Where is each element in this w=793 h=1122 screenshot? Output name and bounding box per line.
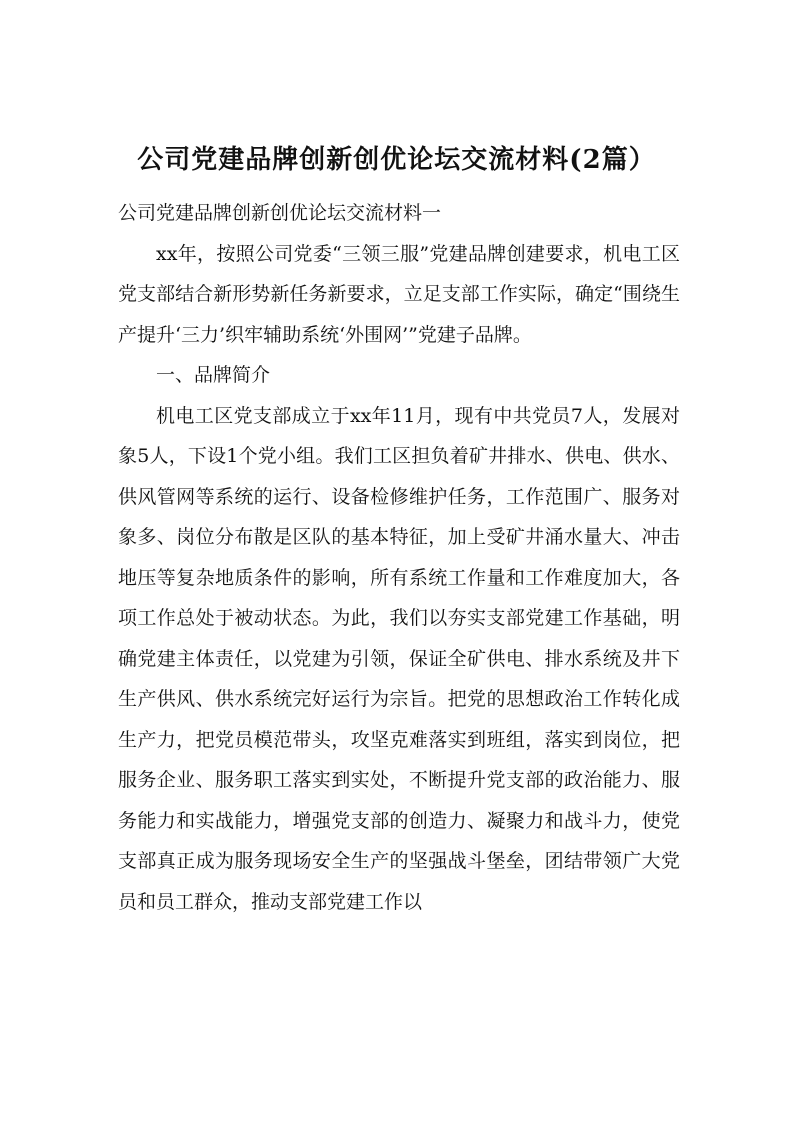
section-heading-brand-intro: 一、品牌简介 bbox=[156, 364, 271, 386]
paragraph-brand-description: 机电工区党支部成立于xx年11月，现有中共党员7人，发展对象5人，下设1个党小组。我们工区担负着矿井排水、供电、供水、供风管网等系统的运行、设备检修维护任务，工作范围广、服务对象多、岗位分布散是区队的基本特征，加上受矿井涌水量大、冲击地压等复杂地质条件的影响，所有系统工作量和工作难度加大，各项工作总处于被动状态。为此，我们以夯实支部党建工作基础，明确党建主体责任，以党建为引领，保证全矿供电、排水系统及井下生产供风、供水系统完好运行为宗旨。把党的思想政治工作转化成生产力，把党员模范带头，攻坚克难落实到班组，落实到岗位，把服务企业、服务职工落实到实处，不断提升党支部的政治能力、服务能力和实战能力，增强党支部的创造力、凝聚力和战斗力，使党支部真正成为服务现场安全生产的坚强战斗堡垒，团结带领广大党员和员工群众，推动支部党建工作以 bbox=[118, 404, 680, 913]
document-subtitle: 公司党建品牌创新创优论坛交流材料一 bbox=[118, 202, 442, 224]
paragraph-intro: xx年，按照公司党委“三领三服”党建品牌创建要求，机电工区党支部结合新形势新任务新要求，立足支部工作实际，确定“围绕生产提升‘三力’织牢辅助系统‘外围网’”党建子品牌。 bbox=[118, 242, 680, 346]
document-title: 公司党建品牌创新创优论坛交流材料(2篇） bbox=[137, 145, 656, 176]
document-body bbox=[118, 193, 680, 922]
